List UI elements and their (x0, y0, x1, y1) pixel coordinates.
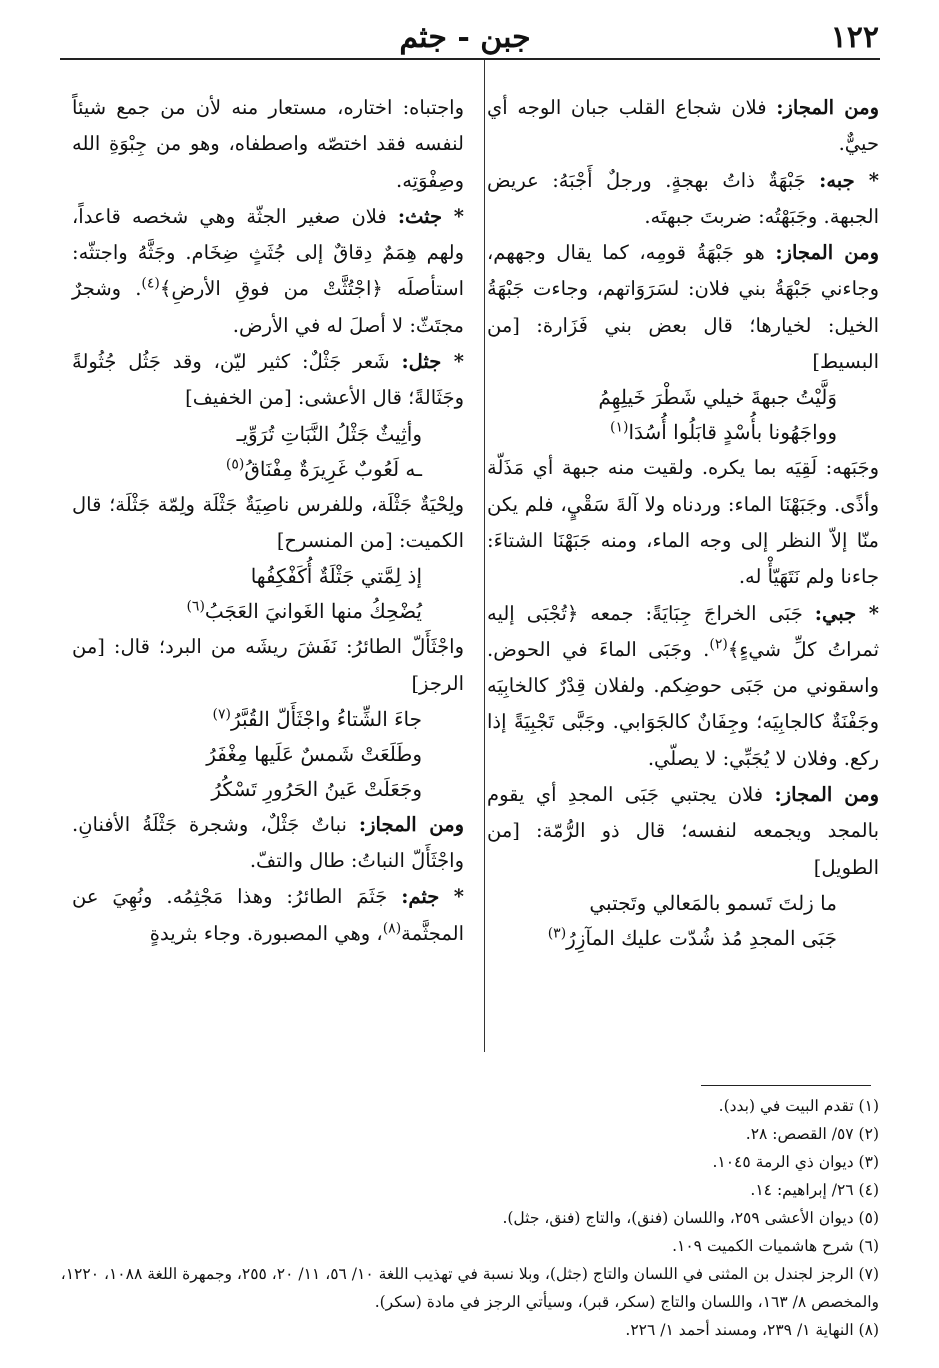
entry-jby (487, 596, 879, 777)
poem-text: جَبَى المجدِ مُذ شُدّت عليك المآزِرُ (566, 925, 837, 950)
entry-jbh (487, 163, 879, 236)
entry-jthth (72, 199, 464, 344)
footnote: (٦) شرح هاشميات الكميت ١٠٩. (672, 1237, 879, 1255)
entry-label: ومن المجاز: (358, 812, 464, 836)
footnote: (٣) ديوان ذي الرمة ١٠٤٥. (712, 1153, 879, 1171)
footnote-marker: (٨) (382, 920, 402, 937)
footnote: (٢) ٥٧/ القصص: ٢٨. (745, 1125, 879, 1143)
footnote-marker: (٧) (212, 706, 231, 723)
entry-headword: * جثث: (397, 204, 464, 228)
entry-label: ومن المجاز: (774, 783, 879, 807)
entry-paragraph (487, 777, 879, 886)
poem-line: وطَلَعَتْ شَمسٌ عَلَيها مِغْفَرُ (206, 741, 422, 766)
entry-paragraph: واجْثَأَلّ الطائرُ: نَفَشَ ريشَه من البرد؛ قال: [من الرجز] (72, 635, 464, 695)
entry-paragraph (487, 90, 879, 163)
footnote: (٥) ديوان الأعشى ٢٥٩، واللسان (فنق)، والتاج (فنق، جثل). (502, 1209, 879, 1227)
poem-line (487, 415, 879, 450)
entry-headword: * جبي: (814, 601, 879, 625)
entry-headword: * جثم: (401, 885, 464, 909)
page-number: ١٢٢ (830, 20, 879, 55)
entry-text: . وجَبَى الماءَ في الحوض. واسقوني من جَبَى حوضِكم. ولفلان قِدْرٌ كالخابِيَه وجَفْنَةٌ كالجابِيَه؛ وجِفَانٌ كالجَوَابي. وجَبَّى تَجْبِيَةً إذا ركع. وفلان لا يُجَبِّي: لا يصلّي. (487, 637, 879, 770)
left-column (72, 90, 464, 952)
entry-headword: * جبه: (819, 168, 880, 192)
footnote-marker: (٦) (186, 598, 205, 615)
running-head: جبن - جثم (399, 20, 531, 55)
entry-headword: * جثل: (401, 350, 464, 374)
footnote: (٤) ٢٦/ إبراهيم: ١٤. (750, 1181, 879, 1199)
entry-paragraph (72, 807, 464, 880)
column-divider (484, 60, 485, 1052)
entry-text: . وشجرٌ مجتَثّ: لا أصلَ له في الأرض. (72, 277, 464, 337)
entry-paragraph (487, 235, 879, 380)
footnote-marker: (٥) (225, 456, 245, 473)
entry-label: ومن المجاز: (775, 241, 879, 265)
entry-text: جَبَى الخراجَ جِبَايَةً: جمعه ﴿تُجْبَى إليه ثمراتُ كلِّ شيءٍ﴾ (487, 601, 879, 661)
entry-text: شَعر جَثْلٌ: كثير ليّن، وقد جَثُل جُثُولةً وجَثَالةً؛ قال الأعشى: [من الخفيف] (72, 350, 464, 410)
footnote-marker: (٣) (547, 925, 567, 942)
footnote-marker: (٤) (141, 275, 160, 292)
poem-line: وَلَّيْتُ جبهةَ خيلي شَطْرَ خَيلِهِمُ (598, 385, 837, 410)
entry-text: جَبْهَةٌ ذاتُ بهجةٍ. ورجلٌ أَجْبَهُ: عريض الجبهة. وجَبَهْتُه: ضربتَ جبهتَه. (487, 168, 879, 228)
footnote: (١) تقدم البيت في (بدد). (718, 1097, 879, 1115)
poem-text: ـه لَعُوبٌ غَرِيرَةٌ مِفْنَاقُ (244, 456, 422, 481)
poem-text: يُضْحِكُ منها الغَوانيَ العَجَبُ (204, 599, 422, 624)
right-column (487, 90, 879, 956)
poem-line (72, 452, 464, 487)
footnote-rule (701, 1085, 871, 1086)
footnote-marker: (٢) (709, 636, 728, 653)
entry-text: ، وهي المصبورة. وجاء بثريدةٍ (149, 921, 383, 945)
poem-line (72, 594, 464, 629)
poem-line: وأثِيثٌ جَثْلُ النَّبَاتِ تُرَوِّيـ (236, 421, 422, 446)
footnote-marker: (١) (609, 419, 629, 436)
poem-text: وواجَهُونا بأُسْدٍ قابَلُوا أُسُدَا (628, 420, 837, 445)
entry-jthl (72, 344, 464, 417)
entry-label: ومن المجاز: (776, 96, 879, 119)
poem-line (72, 702, 464, 737)
footnote: (٧) الرجز لجندل بن المثنى في اللسان والتاج (جثل)، وبلا نسبة في تهذيب اللغة ١٠/ ٥٦، ١١/ ٢٠، ٢٥٥، وجمهرة اللغة ١٠٨٨، ١٢٢٠، والمخصص ٨/ ١٦٣، واللسان والتاج (سكر، قبر)، وسيأتي الرجز في مادة (سكر). (60, 1265, 879, 1311)
entry-text: فلان صغير الجثّة وهي شخصه قاعداً، ولهم هِمَمٌ دِقاقٌ إلى جُثَثٍ ضِخَام. وجَثَّهُ واجتثّه: استأصلَه ﴿اجْتُثَّتْ من فوقِ الأرضِ﴾ (72, 204, 464, 301)
entry-text: فلان شجاع القلب جبان الوجه أي حييٌّ. (487, 96, 879, 156)
entry-text: هو جَبْهَةُ قومِه، كما يقال وجههم، وجاءني جَبْهَةُ بني فلان: لسَرَوَاتهم، وجاءت جَبْهَةُ الخيل: لخيارها؛ قال بعض بني فَزَارة: [من البسيط] (487, 241, 879, 374)
entry-text: نباتٌ جَثْلٌ، وشجرة جَثْلَةُ الأفنانِ. واجْثَأَلّ النباتُ: طال والتفّ. (72, 812, 464, 873)
poem-line (487, 921, 879, 956)
entry-jthm (72, 879, 464, 952)
entry-paragraph: ولِحْيَةٌ جَثْلَة، وللفرس ناصِيَةٌ جَثْلَة ولِمّة جَثْلَة؛ قال الكميت: [من المنسرح] (72, 492, 464, 552)
poem-line: ما زلتَ تَسمو بالمَعالي وتَجتبي (589, 890, 837, 915)
poem-line: وجَعَلَتْ عَينُ الحَرُورِ تَسْكُرُ (211, 776, 422, 801)
entry-paragraph: واجتباه: اختاره، مستعار منه لأن من جمع شيئاً لنفسه فقد اختصّه واصطفاه، وهو من جِبْوَةِ الله وصِفْوَتِه. (72, 96, 464, 192)
poem-line: إذ لِمَّتي جَثْلَةٌ أُكَفْكِفُها (250, 564, 422, 589)
header-rule (60, 58, 880, 60)
entry-paragraph: وجَبَهه: لَقِيَه بما يكره. ولقيت منه جبهة أي مَذَلّة وأذًى. وجَبَهْنَا الماء: وردناه ولا آلةَ سَقْيٍ، فلم يكن منّا إلاّ النظر إلى وجه الماء، ومنه جَبَهْنَا الشتاءَ: جاءنا ولم نَتَهَيّأْ له. (487, 456, 879, 589)
entry-text: فلان يجتبي جَبَى المجدِ أي يقوم بالمجد ويجمعه لنفسه؛ قال ذو الرُّمّة: [من الطويل] (487, 783, 879, 879)
poem-text: جاءَ الشِّتاءُ واجْثَأَلّ القُبَّرُ (230, 706, 422, 731)
entry-text: جَثَمَ الطائرُ: وهذا مَجْثِمُه. ونُهِيَ عن المجثَّمة (72, 885, 464, 945)
footnotes (59, 1092, 879, 1344)
footnote: (٨) النهاية ١/ ٢٣٩، ومسند أحمد ١/ ٢٢٦. (625, 1321, 879, 1339)
